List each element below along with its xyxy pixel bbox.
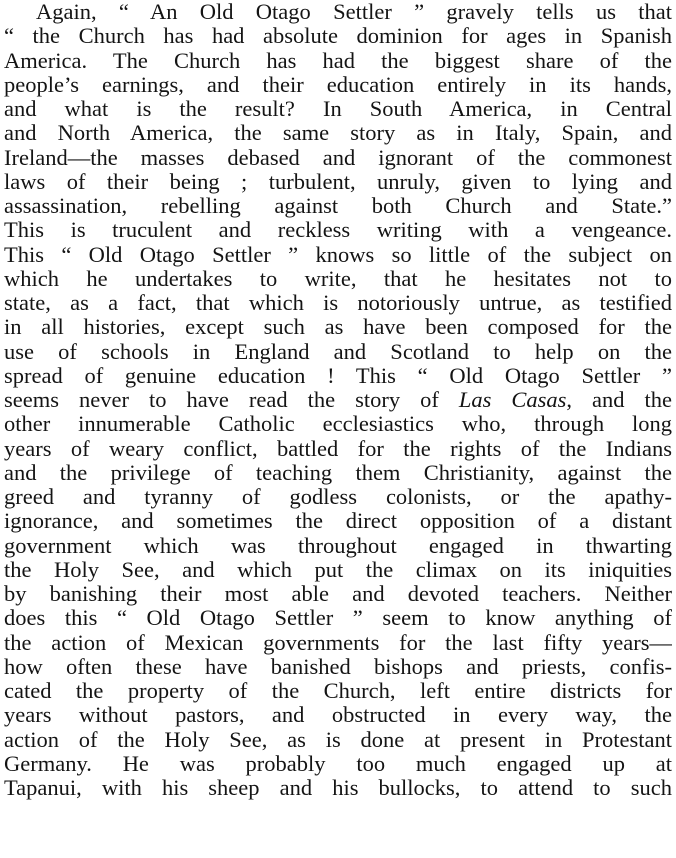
text-line-17-after: , and the (566, 388, 672, 412)
text-line-30: years without pastors, and obstructed in every way, the (4, 703, 672, 728)
text-line-3: America. The Church has had the biggest share of the (4, 48, 672, 73)
text-line-4: people’s earnings, and their education entirely in its hands, (4, 72, 672, 97)
text-line-25: by banishing their most able and devoted teachers. Neither (4, 582, 672, 606)
text-line-22: ignorance, and sometimes the direct opposition of a distant (4, 509, 672, 534)
text-line-11: This “ Old Otago Settler ” knows so little of the subject on (4, 242, 672, 267)
text-line-20: and the privilege of teaching them Christianity, against the (4, 460, 672, 485)
text-line-27: the action of Mexican governments for the last fifty years— (4, 630, 672, 655)
text-line-7: Ireland—the masses debased and ignorant of the commonest (4, 145, 672, 170)
text-line-18: other innumerable Catholic ecclesiastics who, through long (4, 412, 672, 437)
text-line-33: Tapanui, with his sheep and his bullocks, to attend to such (4, 776, 672, 800)
text-line-15: use of schools in England and Scotland to help on the (4, 339, 672, 364)
text-line-21: greed and tyranny of godless colonists, or the apathy- (4, 485, 672, 509)
text-line-17 (4, 388, 672, 412)
text-line-14: in all histories, except such as have been composed for the (4, 315, 672, 340)
text-line-13: state, as a fact, that which is notoriously untrue, as testified (4, 291, 672, 315)
text-line-23: government which was throughout engaged in thwarting (4, 533, 672, 558)
text-line-8: laws of their being ; turbulent, unruly, given to lying and (4, 169, 672, 194)
text-line-16: spread of genuine education ! This “ Old Otago Settler ” (4, 363, 672, 388)
text-line-1: Again, “ An Old Otago Settler ” gravely tells us that (36, 0, 672, 24)
text-line-26: does this “ Old Otago Settler ” seem to know anything of (4, 606, 672, 631)
text-line-29: cated the property of the Church, left entire districts for (4, 679, 672, 703)
text-line-10: This is truculent and reckless writing with a vengeance. (4, 218, 672, 243)
text-line-2: “ the Church has had absolute dominion for ages in Spanish (4, 24, 672, 49)
text-line-9: assassination, rebelling against both Church and State.” (4, 194, 672, 218)
text-line-6: and North America, the same story as in Italy, Spain, and (4, 121, 672, 146)
text-line-19: years of weary conflict, battled for the rights of the Indians (4, 436, 672, 461)
text-line-32: Germany. He was probably too much engaged up at (4, 751, 672, 776)
text-line-31: action of the Holy See, as is done at present in Protestant (4, 727, 672, 752)
text-line-24: the Holy See, and which put the climax on its iniquities (4, 557, 672, 582)
article-page (4, 0, 672, 858)
text-line-17-before: seems never to have read the story of (4, 388, 459, 412)
las-casas-name: Las Casas (458, 388, 567, 412)
text-line-12: which he undertakes to write, that he hesitates not to (4, 266, 672, 291)
text-line-5: and what is the result? In South America, in Central (4, 97, 672, 121)
text-line-28: how often these have banished bishops and priests, confis- (4, 654, 672, 679)
